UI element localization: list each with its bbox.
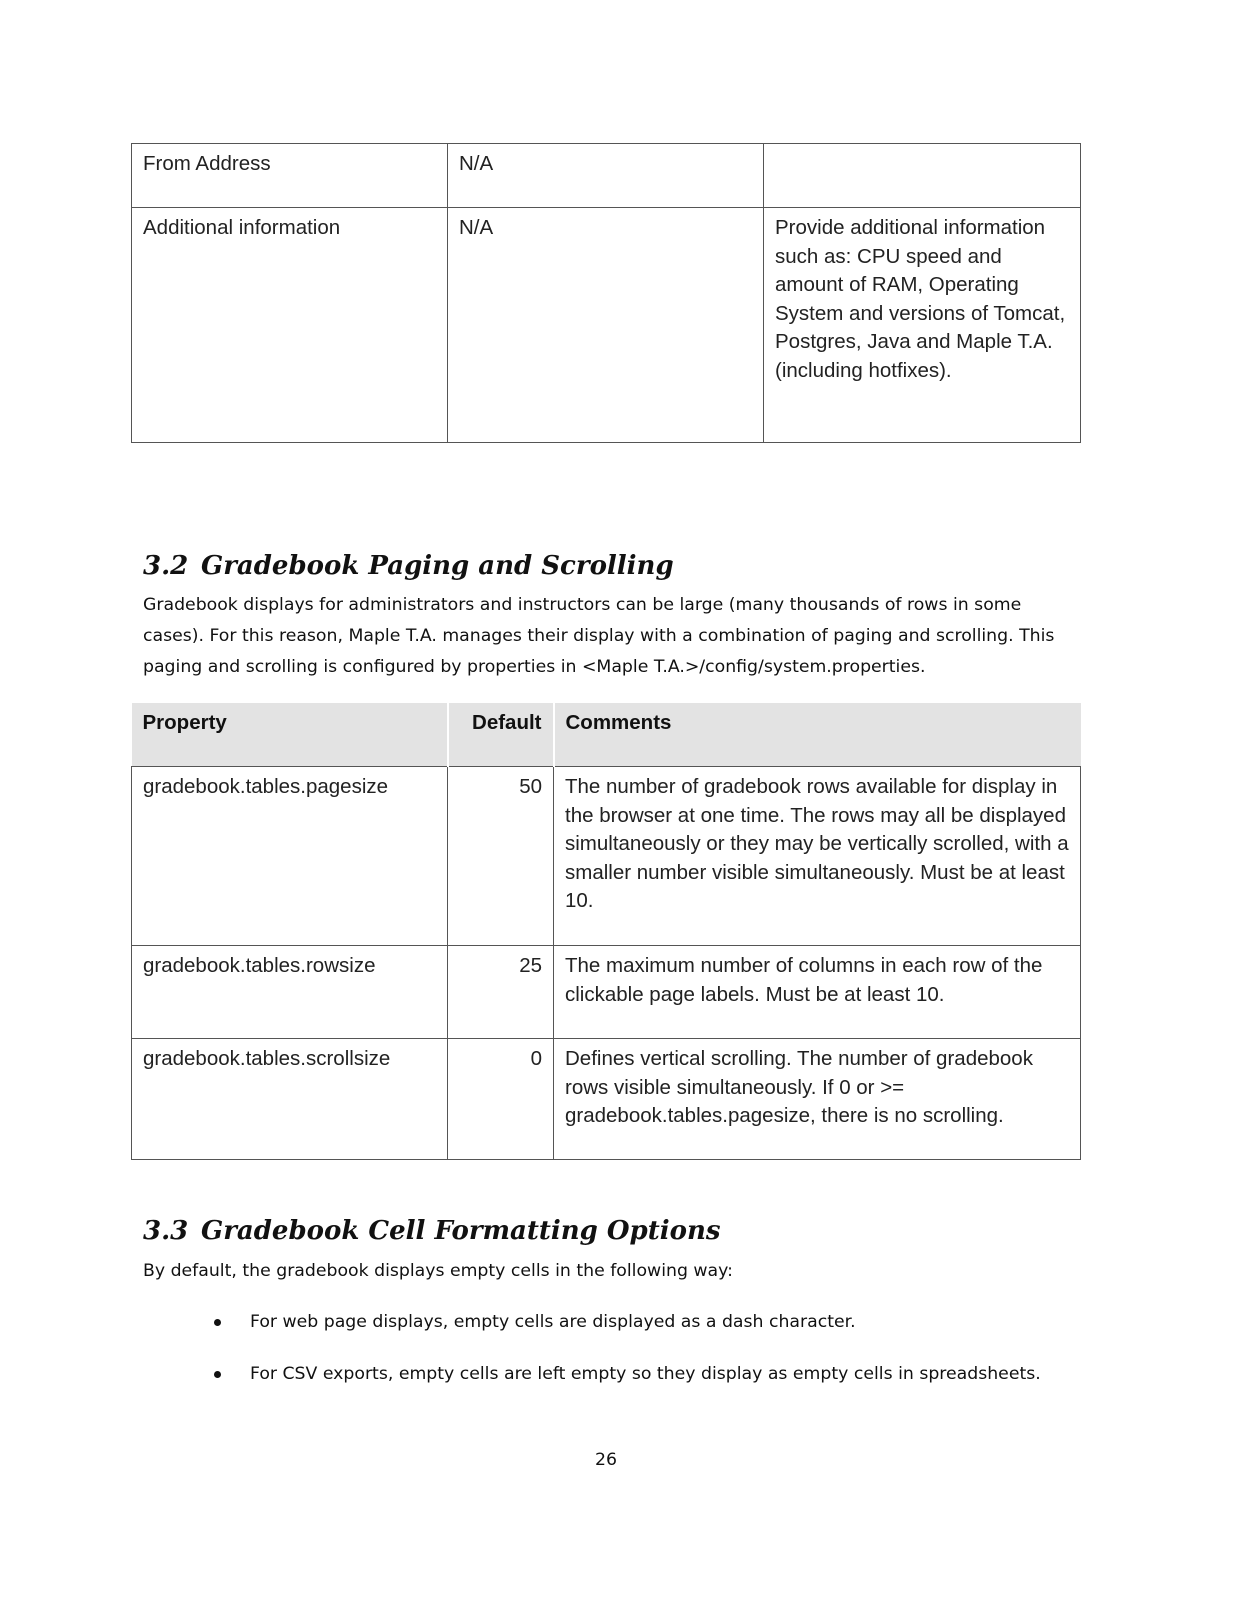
properties-table	[131, 703, 1081, 1160]
column-header-property: Property	[132, 703, 448, 767]
config-name-cell: From Address	[132, 144, 448, 208]
section-number: 3.3	[143, 1216, 189, 1246]
property-default-cell: 25	[448, 946, 554, 1039]
list-item-text: For web page displays, empty cells are displayed as a dash character.	[250, 1312, 856, 1332]
table-row	[132, 767, 1081, 946]
table-row	[132, 946, 1081, 1039]
table-row	[132, 144, 1081, 208]
bullet-list	[0, 1306, 1237, 1410]
section-heading	[143, 550, 674, 582]
column-header-default: Default	[448, 703, 554, 767]
property-name-cell: gradebook.tables.pagesize	[132, 767, 448, 946]
property-comment-cell: Defines vertical scrolling. The number of gradebook rows visible simultaneously. If 0 or >= gradebook.tables.pagesize, there is no scrolling.	[554, 1039, 1081, 1160]
config-name-cell: Additional information	[132, 208, 448, 443]
table-row	[132, 1039, 1081, 1160]
table-row	[132, 208, 1081, 443]
config-default-cell: N/A	[448, 208, 764, 443]
section-title: Gradebook Paging and Scrolling	[201, 551, 674, 581]
page-number: 26	[595, 1450, 617, 1470]
property-default-cell: 50	[448, 767, 554, 946]
config-comment-cell	[764, 144, 1081, 208]
config-table	[131, 143, 1081, 443]
list-item	[0, 1358, 1237, 1410]
property-comment-cell: The maximum number of columns in each row of the clickable page labels. Must be at least 10.	[554, 946, 1081, 1039]
list-item	[0, 1306, 1237, 1358]
bullet-icon	[214, 1371, 221, 1378]
section-paragraph: By default, the gradebook displays empty cells in the following way:	[143, 1261, 733, 1281]
section-heading	[143, 1215, 721, 1247]
table-header-row	[132, 703, 1081, 767]
column-header-comments: Comments	[554, 703, 1081, 767]
property-comment-cell: The number of gradebook rows available for display in the browser at one time. The rows may all be displayed simultaneously or they may be vertically scrolled, with a smaller number visible simultaneously. Must be at least 10.	[554, 767, 1081, 946]
list-item-text: For CSV exports, empty cells are left empty so they display as empty cells in spreadsheets.	[250, 1364, 1041, 1384]
section-title: Gradebook Cell Formatting Options	[201, 1216, 721, 1246]
property-default-cell: 0	[448, 1039, 554, 1160]
section-paragraph: Gradebook displays for administrators and instructors can be large (many thousands of rows in some cases). For this reason, Maple T.A. manages their display with a combination of paging and scrolling. This paging and scrolling is configured by properties in <Maple T.A.>/config/system.properties.	[143, 595, 1055, 677]
bullet-icon	[214, 1319, 221, 1326]
property-name-cell: gradebook.tables.rowsize	[132, 946, 448, 1039]
section-number: 3.2	[143, 551, 189, 581]
config-comment-cell: Provide additional information such as: CPU speed and amount of RAM, Operating System and versions of Tomcat, Postgres, Java and Maple T.A. (including hotfixes).	[764, 208, 1081, 443]
property-name-cell: gradebook.tables.scrollsize	[132, 1039, 448, 1160]
config-default-cell: N/A	[448, 144, 764, 208]
